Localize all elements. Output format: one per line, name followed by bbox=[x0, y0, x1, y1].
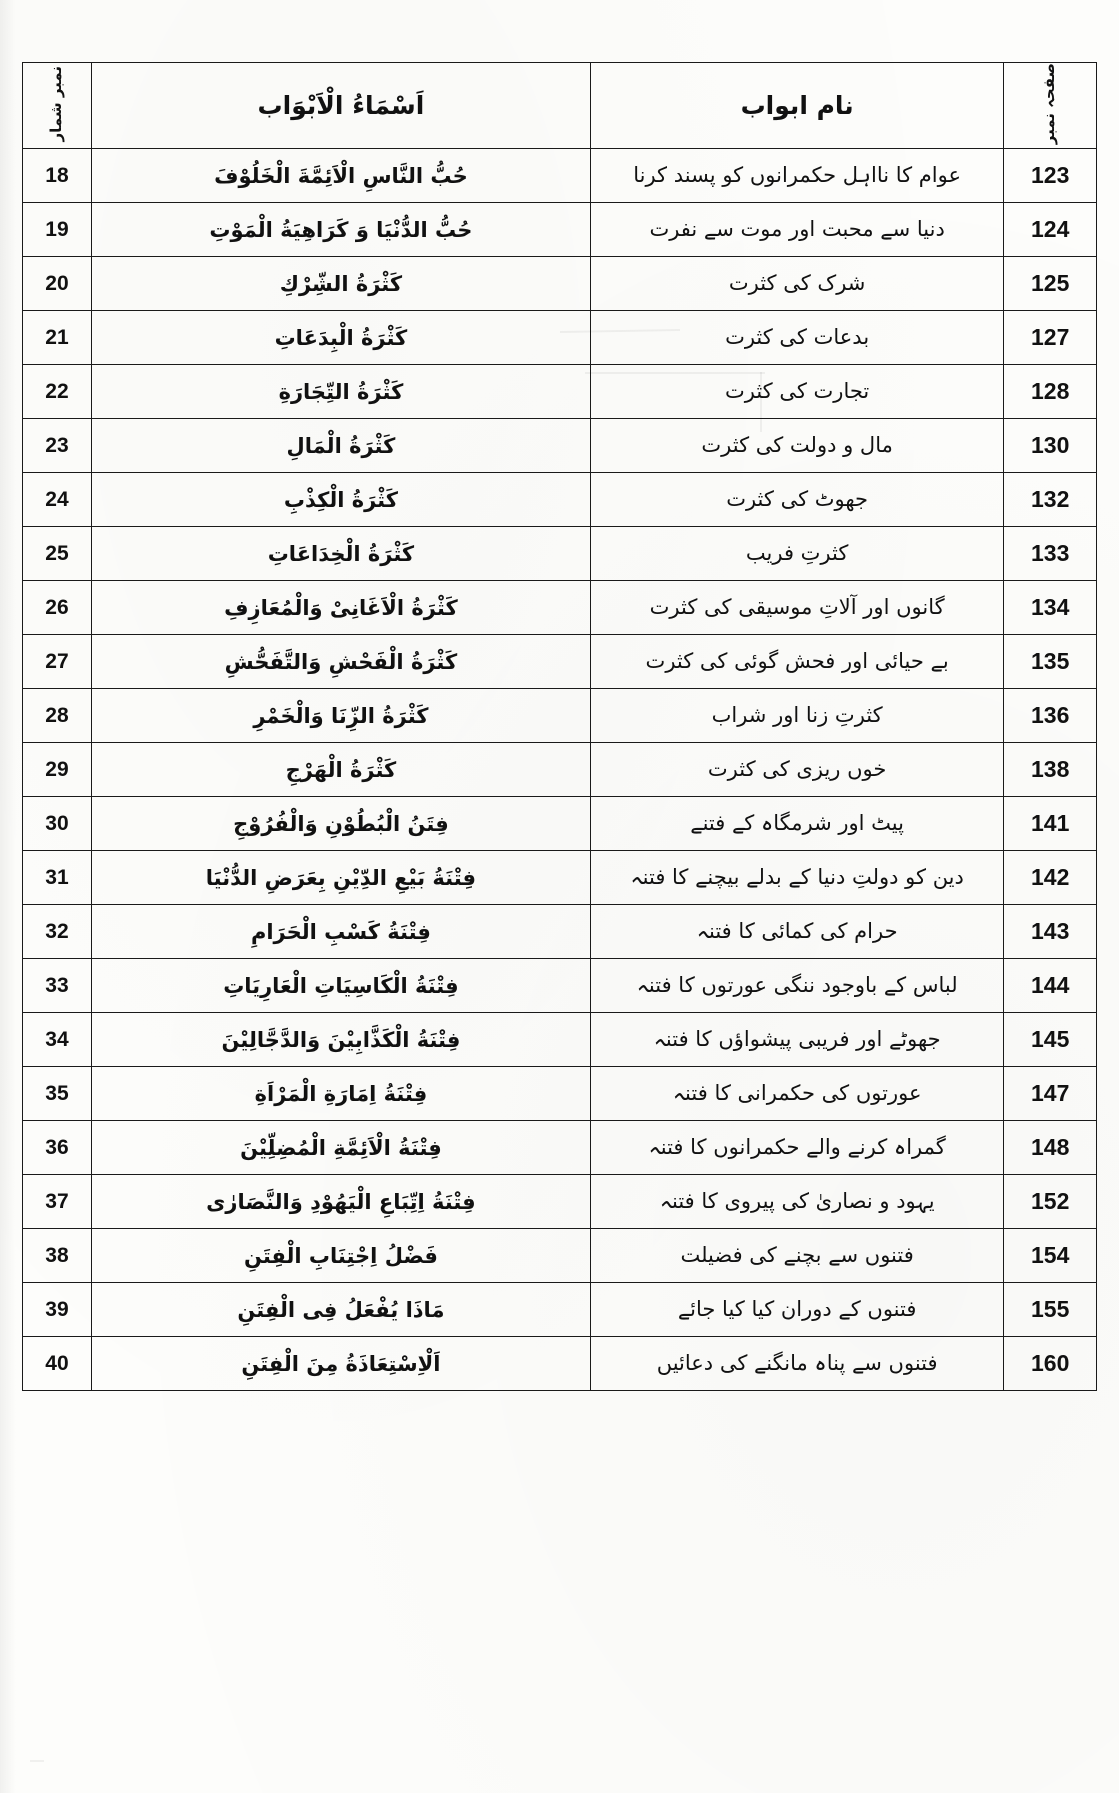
cell-arabic-title: كَثْرَةُ الْهَرْجِ bbox=[91, 743, 590, 797]
cell-arabic-title: حُبُّ النَّاسِ الْاَئِمَّةَ الْخَلُوْفَ bbox=[91, 149, 590, 203]
cell-arabic-title: فِتْنَةُ اِتِّبَاعِ الْيَهُوْدِ وَالنَّصَارٰى bbox=[91, 1175, 590, 1229]
cell-urdu-title: کثرتِ فریب bbox=[590, 527, 1003, 581]
cell-arabic-title: كَثْرَةُ الزِّنَا وَالْخَمْرِ bbox=[91, 689, 590, 743]
cell-arabic-title: كَثْرَةُ الْمَالِ bbox=[91, 419, 590, 473]
cell-arabic-title: فِتْنَةُ الْكَذَّابِيْنَ وَالدَّجَّالِيْنَ bbox=[91, 1013, 590, 1067]
table-row bbox=[23, 1283, 1097, 1337]
cell-page-number[interactable]: 130 bbox=[1004, 419, 1097, 473]
cell-arabic-title: كَثْرَةُ الْكِذْبِ bbox=[91, 473, 590, 527]
cell-page-number[interactable]: 127 bbox=[1004, 311, 1097, 365]
cell-page-number[interactable]: 152 bbox=[1004, 1175, 1097, 1229]
header-page-number bbox=[1004, 63, 1097, 149]
cell-arabic-title: مَاذَا يُفْعَلُ فِى الْفِتَنِ bbox=[91, 1283, 590, 1337]
table-row bbox=[23, 581, 1097, 635]
table-row bbox=[23, 149, 1097, 203]
cell-page-number[interactable]: 141 bbox=[1004, 797, 1097, 851]
header-row bbox=[23, 63, 1097, 149]
cell-serial-number: 25 bbox=[23, 527, 92, 581]
table-row bbox=[23, 851, 1097, 905]
cell-urdu-title: فتنوں سے پناہ مانگنے کی دعائیں bbox=[590, 1337, 1003, 1391]
table-body bbox=[23, 149, 1097, 1391]
cell-page-number[interactable]: 128 bbox=[1004, 365, 1097, 419]
table-row bbox=[23, 203, 1097, 257]
cell-urdu-title: بے حیائی اور فحش گوئی کی کثرت bbox=[590, 635, 1003, 689]
cell-page-number[interactable]: 135 bbox=[1004, 635, 1097, 689]
cell-urdu-title: عورتوں کی حکمرانی کا فتنہ bbox=[590, 1067, 1003, 1121]
scan-artifact bbox=[30, 1760, 44, 1762]
cell-arabic-title: فِتْنَةُ بَيْعِ الدِّيْنِ بِعَرَضِ الدُّنْيَا bbox=[91, 851, 590, 905]
cell-urdu-title: دنیا سے محبت اور موت سے نفرت bbox=[590, 203, 1003, 257]
cell-urdu-title: پیٹ اور شرمگاہ کے فتنے bbox=[590, 797, 1003, 851]
cell-urdu-title: لباس کے باوجود ننگی عورتوں کا فتنہ bbox=[590, 959, 1003, 1013]
header-serial-number bbox=[23, 63, 92, 149]
cell-page-number[interactable]: 154 bbox=[1004, 1229, 1097, 1283]
cell-page-number[interactable]: 147 bbox=[1004, 1067, 1097, 1121]
cell-serial-number: 33 bbox=[23, 959, 92, 1013]
cell-urdu-title: یہود و نصاریٰ کی پیروی کا فتنہ bbox=[590, 1175, 1003, 1229]
cell-urdu-title: مال و دولت کی کثرت bbox=[590, 419, 1003, 473]
cell-arabic-title: اَلْاِسْتِعَاذَةُ مِنَ الْفِتَنِ bbox=[91, 1337, 590, 1391]
header-page-number-label: صفحہ نمبر bbox=[1040, 63, 1059, 145]
cell-serial-number: 24 bbox=[23, 473, 92, 527]
cell-urdu-title: گمراہ کرنے والے حکمرانوں کا فتنہ bbox=[590, 1121, 1003, 1175]
cell-arabic-title: فِتْنَةُ كَسْبِ الْحَرَامِ bbox=[91, 905, 590, 959]
cell-arabic-title: كَثْرَةُ الْاَغَانِىْ وَالْمُعَازِفِ bbox=[91, 581, 590, 635]
cell-page-number[interactable]: 138 bbox=[1004, 743, 1097, 797]
cell-arabic-title: كَثْرَةُ الشِّرْكِ bbox=[91, 257, 590, 311]
table-row bbox=[23, 365, 1097, 419]
cell-arabic-title: حُبُّ الدُّنْيَا وَ كَرَاهِيَةُ الْمَوْتِ bbox=[91, 203, 590, 257]
cell-serial-number: 34 bbox=[23, 1013, 92, 1067]
table-row bbox=[23, 257, 1097, 311]
cell-urdu-title: بدعات کی کثرت bbox=[590, 311, 1003, 365]
cell-serial-number: 36 bbox=[23, 1121, 92, 1175]
cell-arabic-title: كَثْرَةُ الْبِدَعَاتِ bbox=[91, 311, 590, 365]
table-row bbox=[23, 311, 1097, 365]
cell-serial-number: 23 bbox=[23, 419, 92, 473]
cell-arabic-title: فِتْنَةُ اِمَارَةِ الْمَرْاَةِ bbox=[91, 1067, 590, 1121]
cell-serial-number: 19 bbox=[23, 203, 92, 257]
cell-page-number[interactable]: 142 bbox=[1004, 851, 1097, 905]
cell-arabic-title: كَثْرَةُ التِّجَارَةِ bbox=[91, 365, 590, 419]
header-serial-number-label: نمبر شمار bbox=[47, 65, 66, 142]
cell-urdu-title: شرک کی کثرت bbox=[590, 257, 1003, 311]
cell-serial-number: 26 bbox=[23, 581, 92, 635]
table-row bbox=[23, 527, 1097, 581]
table-row bbox=[23, 797, 1097, 851]
header-arabic-title: اَسْمَاءُ الْاَبْوَاب bbox=[91, 63, 590, 149]
header-urdu-title: نام ابواب bbox=[590, 63, 1003, 149]
cell-arabic-title: كَثْرَةُ الْخِدَاعَاتِ bbox=[91, 527, 590, 581]
table-row bbox=[23, 905, 1097, 959]
cell-serial-number: 28 bbox=[23, 689, 92, 743]
cell-serial-number: 31 bbox=[23, 851, 92, 905]
cell-serial-number: 37 bbox=[23, 1175, 92, 1229]
cell-arabic-title: كَثْرَةُ الْفَحْشِ وَالتَّفَحُّشِ bbox=[91, 635, 590, 689]
page-edge-shadow bbox=[0, 0, 16, 1793]
cell-page-number[interactable]: 144 bbox=[1004, 959, 1097, 1013]
table-header bbox=[23, 63, 1097, 149]
table-row bbox=[23, 1121, 1097, 1175]
cell-page-number[interactable]: 145 bbox=[1004, 1013, 1097, 1067]
cell-serial-number: 32 bbox=[23, 905, 92, 959]
cell-serial-number: 40 bbox=[23, 1337, 92, 1391]
cell-serial-number: 18 bbox=[23, 149, 92, 203]
cell-page-number[interactable]: 123 bbox=[1004, 149, 1097, 203]
cell-serial-number: 27 bbox=[23, 635, 92, 689]
cell-urdu-title: تجارت کی کثرت bbox=[590, 365, 1003, 419]
cell-urdu-title: عوام کا نااہل حکمرانوں کو پسند کرنا bbox=[590, 149, 1003, 203]
cell-urdu-title: کثرتِ زنا اور شراب bbox=[590, 689, 1003, 743]
table-row bbox=[23, 419, 1097, 473]
cell-urdu-title: گانوں اور آلاتِ موسیقی کی کثرت bbox=[590, 581, 1003, 635]
cell-urdu-title: جھوٹ کی کثرت bbox=[590, 473, 1003, 527]
cell-urdu-title: جھوٹے اور فریبی پیشواؤں کا فتنہ bbox=[590, 1013, 1003, 1067]
cell-page-number[interactable]: 155 bbox=[1004, 1283, 1097, 1337]
cell-page-number[interactable]: 132 bbox=[1004, 473, 1097, 527]
cell-serial-number: 20 bbox=[23, 257, 92, 311]
table-row bbox=[23, 1013, 1097, 1067]
table-row bbox=[23, 1229, 1097, 1283]
cell-serial-number: 35 bbox=[23, 1067, 92, 1121]
cell-urdu-title: فتنوں کے دوران کیا کیا جائے bbox=[590, 1283, 1003, 1337]
contents-table-wrapper bbox=[22, 62, 1097, 1553]
cell-serial-number: 39 bbox=[23, 1283, 92, 1337]
cell-page-number[interactable]: 124 bbox=[1004, 203, 1097, 257]
cell-page-number[interactable]: 160 bbox=[1004, 1337, 1097, 1391]
table-row bbox=[23, 1337, 1097, 1391]
cell-arabic-title: فَضْلُ اِجْتِنَابِ الْفِتَنِ bbox=[91, 1229, 590, 1283]
cell-page-number[interactable]: 148 bbox=[1004, 1121, 1097, 1175]
cell-urdu-title: فتنوں سے بچنے کی فضیلت bbox=[590, 1229, 1003, 1283]
cell-serial-number: 21 bbox=[23, 311, 92, 365]
cell-serial-number: 29 bbox=[23, 743, 92, 797]
cell-page-number[interactable]: 136 bbox=[1004, 689, 1097, 743]
table-row bbox=[23, 689, 1097, 743]
cell-page-number[interactable]: 125 bbox=[1004, 257, 1097, 311]
cell-serial-number: 30 bbox=[23, 797, 92, 851]
cell-arabic-title: فِتْنَةُ الْاَئِمَّةِ الْمُضِلِّيْنَ bbox=[91, 1121, 590, 1175]
cell-serial-number: 38 bbox=[23, 1229, 92, 1283]
cell-page-number[interactable]: 133 bbox=[1004, 527, 1097, 581]
cell-page-number[interactable]: 134 bbox=[1004, 581, 1097, 635]
cell-page-number[interactable]: 143 bbox=[1004, 905, 1097, 959]
table-of-contents bbox=[22, 62, 1097, 1391]
table-row bbox=[23, 959, 1097, 1013]
cell-arabic-title: فِتَنُ الْبُطُوْنِ وَالْفُرُوْجِ bbox=[91, 797, 590, 851]
cell-urdu-title: خوں ریزی کی کثرت bbox=[590, 743, 1003, 797]
table-row bbox=[23, 1067, 1097, 1121]
table-row bbox=[23, 743, 1097, 797]
table-row bbox=[23, 635, 1097, 689]
table-row bbox=[23, 473, 1097, 527]
cell-serial-number: 22 bbox=[23, 365, 92, 419]
table-row bbox=[23, 1175, 1097, 1229]
cell-urdu-title: حرام کی کمائی کا فتنہ bbox=[590, 905, 1003, 959]
cell-urdu-title: دین کو دولتِ دنیا کے بدلے بیچنے کا فتنہ bbox=[590, 851, 1003, 905]
cell-arabic-title: فِتْنَةُ الْكَاسِيَاتِ الْعَارِيَاتِ bbox=[91, 959, 590, 1013]
